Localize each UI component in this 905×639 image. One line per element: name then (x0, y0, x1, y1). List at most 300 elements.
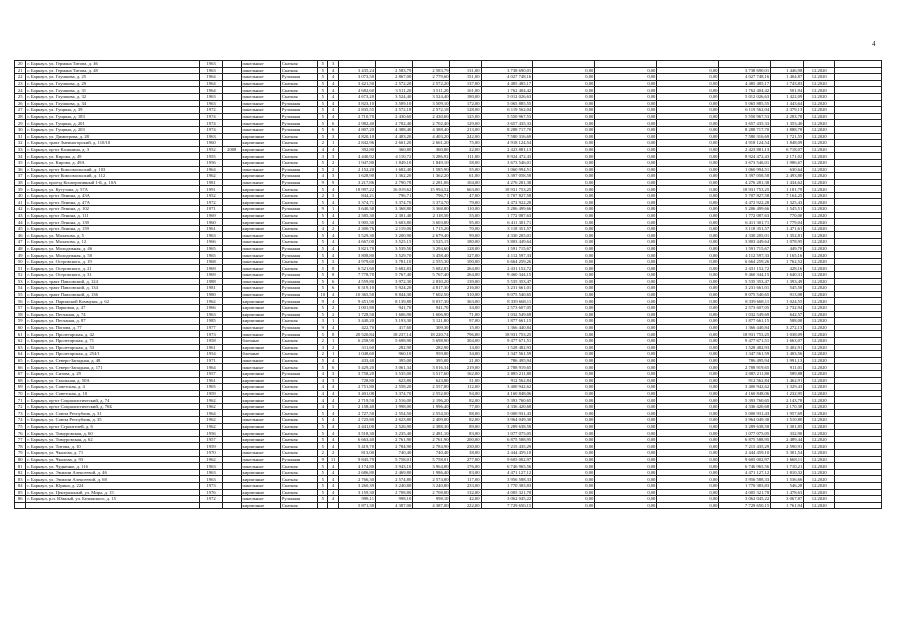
table-cell: 1962 (200, 173, 223, 180)
table-cell: 0,00 (595, 146, 657, 153)
table-cell: 5 (318, 80, 328, 87)
table-cell: 1 715,20 (413, 225, 450, 232)
table-cell: 3 964 049,30 (719, 417, 771, 424)
table-cell: 0,00 (595, 67, 657, 74)
table-cell: Скатная (280, 417, 317, 424)
table-cell: 4 330 205,01 (719, 232, 771, 239)
table-cell: 0,00 (657, 199, 719, 206)
table-row (15, 496, 882, 503)
table-cell: 0,00 (595, 107, 657, 114)
table-cell: 0,00 (595, 370, 657, 377)
table-cell (222, 298, 241, 305)
table-cell: 222,00 (450, 502, 481, 509)
table-cell: 0,00 (595, 159, 657, 166)
table-cell: кирпичные (241, 370, 280, 377)
table-cell: 2 842,96 (338, 140, 375, 147)
table-cell: 3 240,80 (376, 483, 413, 490)
table-cell (222, 212, 241, 219)
table-cell: 2 590,91 (771, 443, 804, 450)
table-cell: 4 (318, 146, 328, 153)
table-cell: 0,00 (657, 423, 719, 430)
table-cell: 1 443,64 (771, 100, 804, 107)
table-cell: 1 471,61 (771, 225, 804, 232)
table-cell (835, 496, 882, 503)
table-cell: 12.2020 (804, 159, 835, 166)
table-cell: 5 429,20 (338, 364, 375, 371)
table-cell: 2 (318, 351, 328, 358)
table-cell (222, 403, 241, 410)
table-cell: 4 (328, 107, 338, 114)
table-cell (413, 61, 450, 68)
table-cell: панельные (241, 166, 280, 173)
table-cell: 0,00 (595, 423, 657, 430)
table-cell: 2 152,20 (338, 166, 375, 173)
table-cell: 7 580 316,69 (481, 133, 533, 140)
table-cell: 70,00 (450, 225, 481, 232)
table-cell: 4 (328, 245, 338, 252)
table-cell: Скатная (280, 232, 317, 239)
table-cell: 0,00 (595, 364, 657, 371)
table-cell: 2 430,60 (376, 113, 413, 120)
table-cell: 5 (318, 410, 328, 417)
table-cell: 4 (328, 252, 338, 259)
table-cell: 47,00 (450, 192, 481, 199)
table-cell: 1 663,07 (771, 337, 804, 344)
table-cell: г. Барнаул, ул. Чкалова, д. 71 (26, 450, 200, 457)
table-cell: 4 (328, 410, 338, 417)
table-cell: Скатная (280, 502, 317, 509)
table-cell: 5 (318, 219, 328, 226)
table-cell: 0,00 (533, 463, 595, 470)
table-cell: 1961 (200, 344, 223, 351)
table-cell: 97,00 (450, 318, 481, 325)
table-cell: 6 746 965,56 (481, 463, 533, 470)
table-cell: 3 673 546,01 (481, 159, 533, 166)
table-cell: 5 (318, 61, 328, 68)
table-cell: 49 (15, 252, 26, 259)
table-row (15, 67, 882, 74)
table-cell (222, 311, 241, 318)
table-cell: 3 231 661,01 (481, 285, 533, 292)
table-cell: 0,00 (533, 417, 595, 424)
table-cell: 61 (15, 331, 26, 338)
table-cell: г. Барнаул, ул. Северо-Западная, д. 171 (26, 364, 200, 371)
table-cell: 1960 (200, 219, 223, 226)
table-cell: 1973 (200, 331, 223, 338)
table-cell: 4 112 597,33 (719, 252, 771, 259)
table-cell: 57 (15, 304, 26, 311)
table-cell: 1 779,04 (771, 219, 804, 226)
table-cell: 2 779,60 (413, 74, 450, 81)
table-cell: 1 721,55 (771, 133, 804, 140)
table-cell: 0,00 (595, 93, 657, 100)
table-cell (835, 225, 882, 232)
table-cell: 2 119,00 (376, 225, 413, 232)
table-cell: 1959 (200, 390, 223, 397)
table-cell: Рулонная (280, 370, 317, 377)
table-cell: 0,00 (595, 272, 657, 279)
table-cell: 12.2020 (804, 265, 835, 272)
table-cell: 12.2020 (804, 278, 835, 285)
table-cell: 5 (318, 272, 328, 279)
table-cell: 4 388,40 (413, 126, 450, 133)
table-cell: 3 738 690,01 (719, 67, 771, 74)
table-cell (835, 377, 882, 384)
table-cell: г. Барнаул, ул. Песчаная, д. 87 (26, 318, 200, 325)
table-cell: 0,00 (657, 74, 719, 81)
table-cell: 2 431 152,72 (481, 265, 533, 272)
table-cell: 1 366 440,84 (481, 324, 533, 331)
table-cell: 7 729 650,15 (719, 502, 771, 509)
table-cell: панельные (241, 357, 280, 364)
table-cell (222, 443, 241, 450)
table-cell: 3 400 942,62 (719, 384, 771, 391)
table-cell: Скатная (280, 476, 317, 483)
table-cell: 0,00 (595, 337, 657, 344)
table-cell: 0,00 (533, 120, 595, 127)
table-cell: 3 823,10 (338, 100, 375, 107)
table-cell: 5 393 760,65 (481, 397, 533, 404)
table-cell: 5 (318, 245, 328, 252)
table-cell: кирпичные (241, 298, 280, 305)
table-cell: 0,00 (595, 153, 657, 160)
table-cell: 2 (328, 311, 338, 318)
table-cell: 12.2020 (804, 324, 835, 331)
table-cell: 219,00 (450, 364, 481, 371)
table-cell: 1988 (200, 278, 223, 285)
table-cell: Скатная (280, 159, 317, 166)
table-cell: 0,00 (533, 179, 595, 186)
table-cell: 1972 (200, 107, 223, 114)
table-cell: 2 784,90 (376, 443, 413, 450)
table-row (15, 450, 882, 457)
table-cell: 264,00 (450, 272, 481, 279)
table-cell: 12.2020 (804, 225, 835, 232)
table-cell: 2 444 459,10 (481, 450, 533, 457)
table-cell: 5 (318, 258, 328, 265)
table-cell: 12.2020 (804, 93, 835, 100)
table-row (15, 179, 882, 186)
table-cell: 2 281,06 (413, 179, 450, 186)
table-cell (222, 126, 241, 133)
table-cell: 2 441,00 (338, 423, 375, 430)
table-cell (222, 364, 241, 371)
table-row (15, 272, 882, 279)
table-cell: 0,00 (595, 74, 657, 81)
table-cell: г. Барнаул, ул. Парижской Коммуны, д. 62 (26, 298, 200, 305)
table-cell: 0,00 (657, 166, 719, 173)
table-cell: 0,00 (657, 126, 719, 133)
table-cell (222, 397, 241, 404)
table-cell: 0,00 (595, 410, 657, 417)
table-cell: 4 403,20 (376, 133, 413, 140)
table-row (15, 351, 882, 358)
table-cell: 998,10 (413, 496, 450, 503)
table-cell: 12.2020 (804, 107, 835, 114)
table-cell: 589,88 (771, 370, 804, 377)
table-cell: 0,00 (533, 351, 595, 358)
table-cell: 216,00 (450, 285, 481, 292)
table-row (15, 278, 882, 285)
table-cell: 1961 (200, 377, 223, 384)
table-cell: 213,00 (450, 126, 481, 133)
table-cell: 128,00 (450, 245, 481, 252)
table-cell: 75,00 (450, 140, 481, 147)
table-cell: 0,00 (595, 443, 657, 450)
table-cell: 0,00 (595, 285, 657, 292)
table-cell: 1 528 482,93 (481, 344, 533, 351)
table-cell: 0,00 (657, 337, 719, 344)
table-cell: кирпичные (241, 133, 280, 140)
table-cell: 3 803 449,64 (719, 239, 771, 246)
table-cell: 1 761,94 (771, 502, 804, 509)
table-cell: 1969 (200, 265, 223, 272)
table-cell: 7 580 316,69 (719, 133, 771, 140)
table-cell (835, 100, 882, 107)
table-cell: 0,00 (595, 239, 657, 246)
table-cell (222, 100, 241, 107)
table-row (15, 291, 882, 298)
table-cell: 2 573 607,05 (719, 304, 771, 311)
table-cell (222, 469, 241, 476)
table-cell: панельные (241, 364, 280, 371)
table-cell: 2 526,90 (376, 423, 413, 430)
table-cell: 1 668,11 (771, 456, 804, 463)
table-cell: 0,00 (657, 146, 719, 153)
table-cell: 0,00 (595, 173, 657, 180)
table-cell: 5 (318, 304, 328, 311)
table-cell: 1960 (200, 140, 223, 147)
table-cell: 3 397 058,58 (481, 173, 533, 180)
table-cell: 12.2020 (804, 232, 835, 239)
table-cell: 95,00 (450, 219, 481, 226)
table-cell (222, 153, 241, 160)
table-cell: 4 276 281,38 (481, 179, 533, 186)
table-row (15, 331, 882, 338)
table-cell: 12.2020 (804, 377, 835, 384)
table-cell: 5 (318, 199, 328, 206)
table-cell: 3 374,70 (376, 199, 413, 206)
table-cell: 796,71 (413, 192, 450, 199)
table-cell: 0,00 (595, 258, 657, 265)
table-row (15, 430, 882, 437)
table-cell (835, 67, 882, 74)
table-cell: 1 478,63 (771, 489, 804, 496)
table-cell: 959,80 (413, 351, 450, 358)
table-cell (222, 476, 241, 483)
table-cell: 2 171,02 (771, 153, 804, 160)
table-cell: панельные (241, 100, 280, 107)
table-cell: 3 529,30 (338, 232, 375, 239)
table-cell: кирпичные (241, 403, 280, 410)
table-cell: 12.2020 (804, 403, 835, 410)
table-cell: 2 409,00 (413, 417, 450, 424)
table-cell: 3 964 049,30 (481, 417, 533, 424)
table-cell: г. Барнаул, пр-кт Калинина, д. 3 (26, 146, 200, 153)
table-cell: кирпичные (241, 186, 280, 193)
table-cell: 0,00 (533, 403, 595, 410)
table-cell: г. Барнаул, ул. Пролетарская, д. 71 (26, 337, 200, 344)
table-cell (835, 337, 882, 344)
table-cell: 2008 (222, 146, 241, 153)
table-cell: 0,00 (533, 496, 595, 503)
table-cell: 4 (328, 291, 338, 298)
table-cell: г. Барнаул, ул. Островского, д. 21 (26, 265, 200, 272)
table-cell: 2 583,79 (413, 67, 450, 74)
table-cell (222, 463, 241, 470)
table-cell: 12.2020 (804, 463, 835, 470)
table-cell: 43 (15, 212, 26, 219)
table-cell: г. Барнаул, ул. Кирова, д. 49А (26, 159, 200, 166)
table-cell: 1963 (200, 311, 223, 318)
table-cell: г. Барнаул, ул. Эмилии Алексеевой, д. 46 (26, 469, 200, 476)
table-cell: 21,00 (450, 357, 481, 364)
table-cell: 58,00 (450, 159, 481, 166)
table-cell: 3 972,30 (376, 278, 413, 285)
table-cell: 34 (15, 153, 26, 160)
table-cell: 2 583,79 (376, 67, 413, 74)
table-cell: 786 495,94 (719, 357, 771, 364)
table-cell: 5 682,83 (413, 265, 450, 272)
table-cell: 94,00 (450, 390, 481, 397)
table-cell: 7 215 435,29 (719, 443, 771, 450)
table-cell: 6 664 259,26 (719, 258, 771, 265)
table-cell: 27 (15, 107, 26, 114)
table-cell: 12.2020 (804, 351, 835, 358)
table-cell: 61,00 (450, 173, 481, 180)
table-cell: 0,00 (657, 179, 719, 186)
table-cell: 4 005 321,78 (481, 489, 533, 496)
table-cell: 1981 (200, 285, 223, 292)
table-cell: 5 012 026,63 (481, 93, 533, 100)
table-cell: г. Барнаул, ул. Попова, д. 77 (26, 324, 200, 331)
table-cell: панельные (241, 74, 280, 81)
table-cell: Скатная (280, 93, 317, 100)
table-cell: 35 (15, 159, 26, 166)
table-row (15, 225, 882, 232)
table-cell: г. Барнаул, пр-кт Комсомольский, д. 112 (26, 173, 200, 180)
table-cell: панельные (241, 272, 280, 279)
table-cell: 2 982,40 (338, 120, 375, 127)
table-row (15, 311, 882, 318)
table-cell (835, 173, 882, 180)
table-cell: 4 (328, 384, 338, 391)
table-cell: 0,00 (657, 278, 719, 285)
table-cell: 1 (328, 206, 338, 213)
table-cell: 0,00 (595, 456, 657, 463)
table-cell: 8 288 717,70 (481, 126, 533, 133)
table-cell: 4 918 124,54 (481, 140, 533, 147)
table-cell: 9 460 344,15 (481, 272, 533, 279)
table-cell: 56 (15, 298, 26, 305)
table-cell (835, 476, 882, 483)
table-cell: 6 664 259,26 (481, 258, 533, 265)
table-cell: 2 (318, 450, 328, 457)
table-cell (222, 304, 241, 311)
table-cell: 0,00 (595, 344, 657, 351)
table-cell: 4 (328, 74, 338, 81)
table-cell: 428,16 (771, 265, 804, 272)
table-cell: 18 931 753,25 (719, 331, 771, 338)
table-cell: г. Барнаул, ул. Германа Титова, д. 46 (26, 61, 200, 68)
table-cell: 0,00 (595, 265, 657, 272)
table-cell: 12.2020 (804, 344, 835, 351)
table-cell: 5 206 499,66 (481, 206, 533, 213)
table-cell: 545,50 (771, 285, 804, 292)
table-cell: 0,00 (533, 476, 595, 483)
table-cell (222, 113, 241, 120)
table-cell: 131,00 (450, 67, 481, 74)
table-cell: 12.2020 (804, 245, 835, 252)
table-cell: Скатная (280, 265, 317, 272)
table-cell: 0,00 (657, 304, 719, 311)
table-cell: 1 366 440,84 (719, 324, 771, 331)
table-cell: панельные (241, 107, 280, 114)
table-cell: 2 430,60 (413, 113, 450, 120)
table-cell (835, 430, 882, 437)
table-cell: 1 762 404,42 (481, 87, 533, 94)
table-cell: г. Барнаул, ул. Чудненко, д. 116 (26, 463, 200, 470)
table-cell: 0,00 (657, 80, 719, 87)
table-cell: 0,00 (657, 311, 719, 318)
table-cell: 80 (15, 456, 26, 463)
table-cell: Скатная (280, 67, 317, 74)
table-cell: кирпичные (241, 159, 280, 166)
table-cell: 12.2020 (804, 146, 835, 153)
table-cell: 4 918 124,54 (719, 140, 771, 147)
table-cell: 1 060 994,51 (719, 166, 771, 173)
table-cell: 0,00 (595, 219, 657, 226)
table-cell (835, 364, 882, 371)
table-row (15, 199, 882, 206)
table-cell: 9 (318, 298, 328, 305)
table-cell: 1 329,43 (771, 384, 804, 391)
table-cell: 1 048,60 (338, 351, 375, 358)
table-cell: Скатная (280, 469, 317, 476)
table-cell: кирпичные (241, 410, 280, 417)
table-cell: 1972 (200, 496, 223, 503)
table-cell: 9 (318, 456, 328, 463)
table-cell: 1 528 482,93 (719, 344, 771, 351)
table-cell (835, 206, 882, 213)
table-cell: 3 539,50 (376, 245, 413, 252)
table-cell (835, 278, 882, 285)
table-cell: 282,90 (376, 344, 413, 351)
table-cell: 1962 (200, 403, 223, 410)
table-cell: 0,00 (657, 344, 719, 351)
table-cell: 0,00 (657, 324, 719, 331)
table-cell: 4 559,80 (338, 278, 375, 285)
table-cell: панельные (241, 450, 280, 457)
table-cell: 70 (15, 390, 26, 397)
table-cell: 0,00 (595, 357, 657, 364)
table-cell: 5 (318, 113, 328, 120)
table-cell: 1 762 404,42 (719, 87, 771, 94)
table-cell: 5 (318, 159, 328, 166)
table-cell: Скатная (280, 186, 317, 193)
table-cell (835, 483, 882, 490)
table-cell (835, 331, 882, 338)
table-cell (481, 61, 533, 68)
table-cell: 2 573 607,05 (481, 304, 533, 311)
table-row (15, 87, 882, 94)
table-cell: 28 (15, 113, 26, 120)
table-cell: г. Барнаул, ул. Молодежная, д. 46 (26, 245, 200, 252)
table-cell: панельные (241, 496, 280, 503)
table-cell: 304,00 (450, 337, 481, 344)
table-cell (222, 252, 241, 259)
table-cell: 0,00 (657, 357, 719, 364)
